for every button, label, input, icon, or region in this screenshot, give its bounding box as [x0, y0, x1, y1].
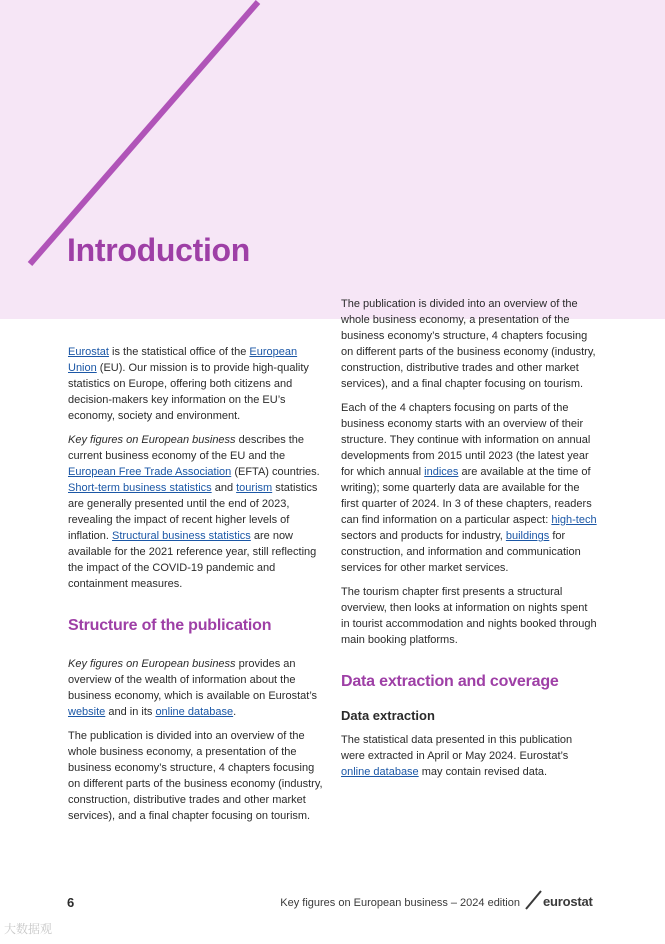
right-column — [341, 298, 599, 788]
eurostat-logo-slash-icon — [524, 889, 544, 911]
link-eurostat[interactable]: Eurostat — [68, 346, 109, 358]
link-online-database[interactable]: online database — [155, 706, 234, 718]
link-structural-business-statistics[interactable]: Structural business statistics — [112, 530, 251, 542]
link-tourism[interactable]: tourism — [236, 482, 273, 494]
link-buildings[interactable]: buildings — [505, 530, 550, 542]
link-efta[interactable]: European Free Trade Association — [68, 466, 232, 478]
structure-paragraph-4: The tourism chapter first presents a structural overview, then looks at information on nights spent in tourist accommodation and nights booked through main booking platforms. — [341, 586, 597, 646]
heading-structure: Structure of the publication — [68, 617, 272, 634]
link-short-term-business-statistics[interactable]: Short-term business statistics — [68, 482, 212, 494]
page-number: 6 — [67, 895, 75, 910]
watermark: 大数据观 — [4, 922, 53, 936]
footer-publication-title: Key figures on European business – 2024 edition — [280, 897, 520, 909]
link-indices[interactable]: indices — [424, 466, 459, 478]
intro-paragraph-1: Eurostat is the statistical office of the European Union (EU). Our mission is to provide high-quality statistics on Europe, offering both citizens and decision-makers key information on the EU’s economy, society and environment. — [68, 346, 309, 422]
link-european-union[interactable]: European Union — [68, 346, 298, 374]
heading-data-extraction-coverage: Data extraction and coverage — [341, 673, 559, 690]
structure-paragraph-1: Key figures on European business provides an overview of the wealth of information about the business economy, which is available on Eurostat’s website and in its online database. — [68, 658, 318, 718]
link-online-database-2[interactable]: online database — [341, 766, 419, 778]
left-column — [68, 344, 326, 822]
decorative-diagonal-line — [0, 0, 665, 319]
page-title: Introduction — [67, 232, 251, 268]
link-high-tech[interactable]: high-tech — [551, 514, 597, 526]
data-extraction-paragraph: The statistical data presented in this publication were extracted in April or May 2024. Eurostat’s online database may contain revised data. — [341, 734, 573, 778]
intro-paragraph-2: Key figures on European business describes the current business economy of the EU and the European Free Trade Association (EFTA) countries. Short-term business statistics and tourism statistics are generally presented until the end of 2023, revealing the impact of recent higher levels of inflation. Structural business statistics are now available for the 2021 reference year, still reflecting the impact of the COVID-19 pandemic and containment measures. — [68, 434, 320, 590]
structure-paragraph-3: Each of the 4 chapters focusing on parts of the business economy starts with an overview of their structure. They continue with information on annual developments from 2015 until 2023 (the latest year for which annual indices are available at the time of writing); some quarterly data are available for the first quarter of 2024. In 3 of these chapters, readers can find information on a particular aspect: high-tech sectors and products for industry, buildings for construction, and information and communication services for other market services. — [341, 402, 597, 574]
link-website[interactable]: website — [68, 706, 106, 718]
subheading-data-extraction: Data extraction — [341, 708, 435, 723]
structure-paragraph-2-continued: The publication is divided into an overview of the whole business economy, a presentation of the business economy’s structure, 4 chapters focusing on different parts of the business economy (industry, construction, distributive trades and other market services), and a final chapter focusing on tourism. — [341, 298, 596, 390]
eurostat-logo: eurostat — [543, 894, 593, 909]
structure-paragraph-2-start: The publication is divided into an overview of the whole business economy, a presentation of the business economy’s structure, 4 chapters focusing on different parts of the business economy (industry, construction, distributive trades and other market services), and a final chapter focusing on tourism. — [68, 730, 323, 822]
